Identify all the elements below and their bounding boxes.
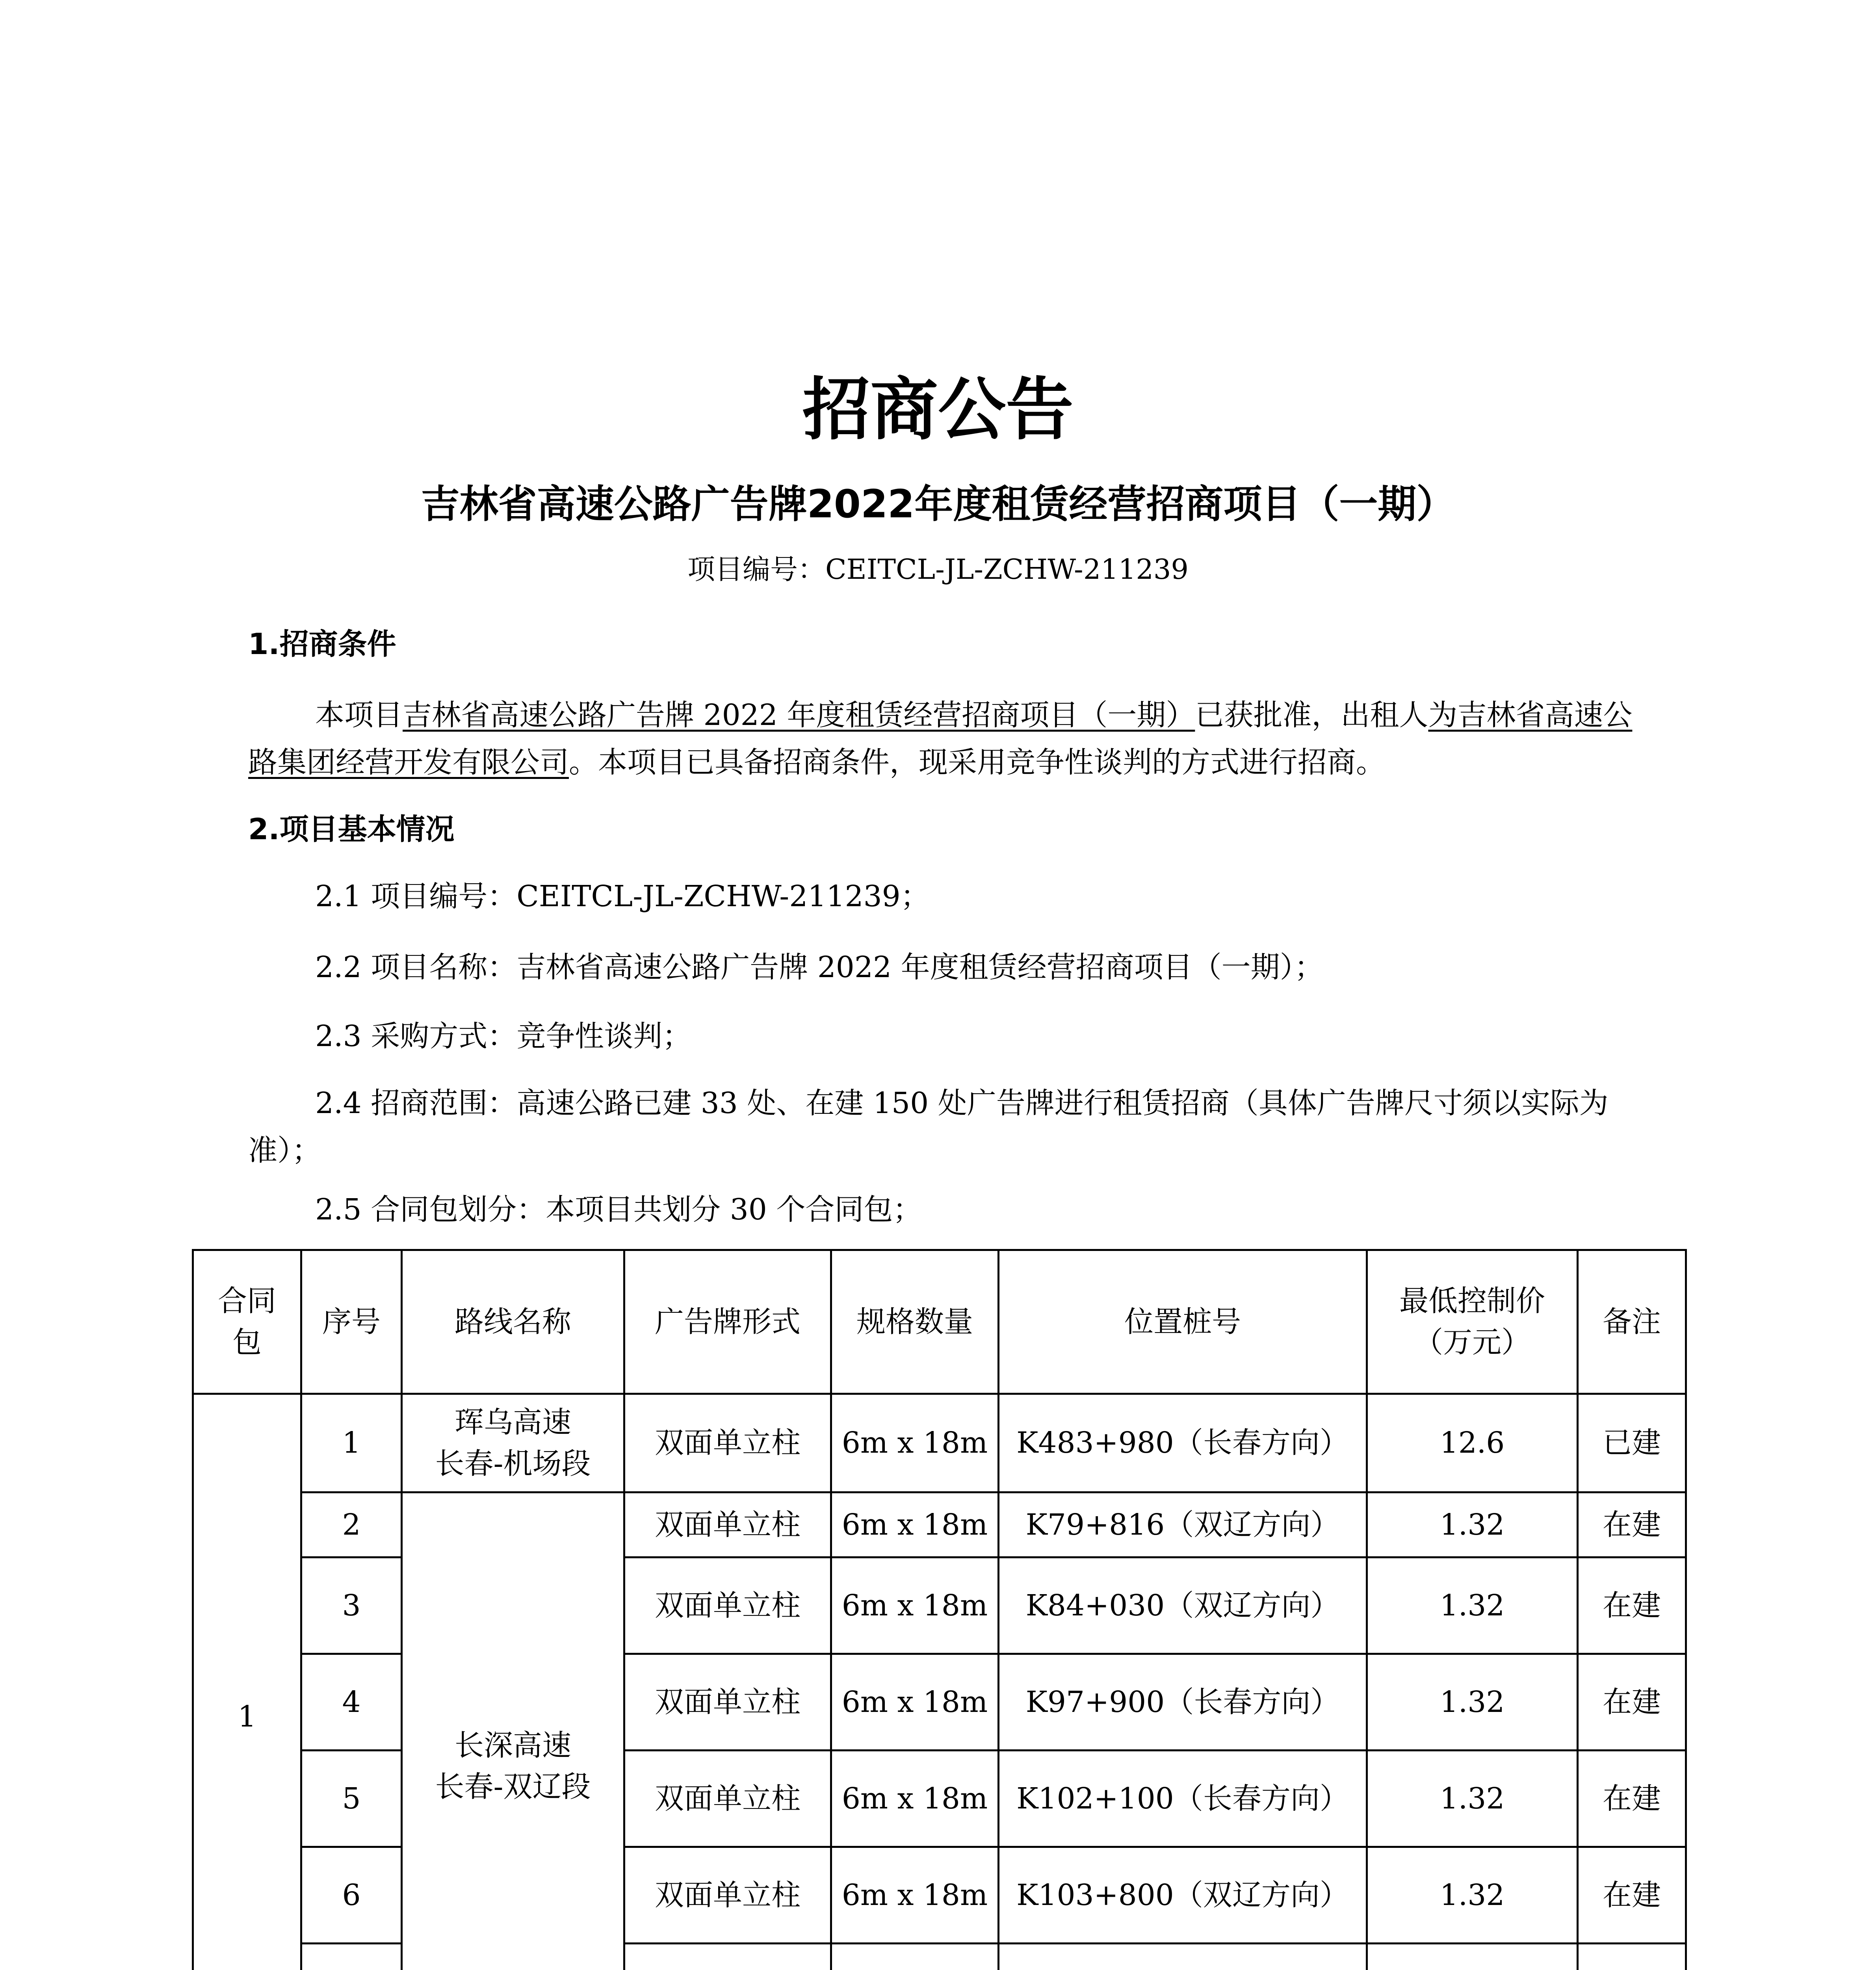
form-cell: 双面单立柱 [624,1654,831,1751]
section-1-lessor: 为吉林省高速公路集团经营开发有限公司 [248,698,1633,779]
section-2-heading: 2.项目基本情况 [248,812,455,846]
price-cell: 1.32 [1367,1654,1578,1751]
section-1-paragraph [248,691,1635,786]
location-cell [999,1944,1367,1970]
seq-cell: 1 [301,1394,402,1492]
remark-cell: 在建 [1578,1751,1686,1847]
spec-cell: 6m x 18m [831,1654,999,1751]
price-cell: 12.6 [1367,1394,1578,1492]
price-cell: 1.32 [1367,1847,1578,1944]
location-cell: K103+800（双辽方向） [999,1847,1367,1944]
form-cell: 双面单立柱 [624,1492,831,1557]
price-cell: 1.32 [1367,1557,1578,1654]
remark-cell: 在建 [1578,1492,1686,1557]
section-2-item-4: 2.4 招商范围：高速公路已建 33 处、在建 150 处广告牌进行租赁招商（具体广告牌尺寸须以实际为准）； [248,1086,1609,1167]
spec-cell: 6m x 18m [831,1557,999,1654]
location-cell: K102+100（长春方向） [999,1751,1367,1847]
route-cell: 长深高速 长春-双辽段 [402,1492,624,1970]
header-remark: 备注 [1578,1250,1686,1394]
header-spec: 规格数量 [831,1250,999,1394]
spec-cell: 6m x 18m [831,1751,999,1847]
form-cell: 双面单立柱 [624,1394,831,1492]
remark-cell: 已建 [1578,1394,1686,1492]
seq-cell: 4 [301,1654,402,1751]
table-header-row [193,1250,1686,1394]
page-title: 招商公告 [802,370,1074,449]
header-seq: 序号 [301,1250,402,1394]
spec-cell: 6m x 18m [831,1847,999,1944]
location-cell: K97+900（长春方向） [999,1654,1367,1751]
section-1-text-suffix: 。本项目已具备招商条件，现采用竞争性谈判的方式进行招商。 [569,745,1385,779]
project-number: 项目编号：CEITCL-JL-ZCHW-211239 [687,553,1189,585]
seq-cell [301,1944,402,1970]
header-location: 位置桩号 [999,1250,1367,1394]
header-price: 最低控制价 （万元） [1367,1250,1578,1394]
form-cell: 双面单立柱 [624,1751,831,1847]
seq-cell: 6 [301,1847,402,1944]
header-package: 合同 包 [193,1250,301,1394]
spec-cell: 6m x 18m [831,1492,999,1557]
location-cell: K483+980（长春方向） [999,1394,1367,1492]
header-route: 路线名称 [402,1250,624,1394]
section-1-heading: 1.招商条件 [248,627,396,661]
price-cell: 1.32 [1367,1492,1578,1557]
spec-cell [831,1944,999,1970]
seq-cell: 2 [301,1492,402,1557]
form-cell: 双面单立柱 [624,1557,831,1654]
location-cell: K79+816（双辽方向） [999,1492,1367,1557]
header-form: 广告牌形式 [624,1250,831,1394]
spec-cell: 6m x 18m [831,1394,999,1492]
price-cell [1367,1944,1578,1970]
form-cell [624,1944,831,1970]
page-subtitle: 吉林省高速公路广告牌2022年度租赁经营招商项目（一期） [421,482,1455,527]
remark-cell [1578,1944,1686,1970]
seq-cell: 3 [301,1557,402,1654]
table-row [193,1394,1686,1492]
route-cell: 珲乌高速 长春-机场段 [402,1394,624,1492]
package-cell: 1 [193,1394,301,1970]
table-row [193,1492,1686,1557]
seq-cell: 5 [301,1751,402,1847]
location-cell: K84+030（双辽方向） [999,1557,1367,1654]
remark-cell: 在建 [1578,1557,1686,1654]
section-2-item-3: 2.3 采购方式：竞争性谈判； [315,1019,692,1053]
section-2-item-1: 2.1 项目编号：CEITCL-JL-ZCHW-211239； [315,879,930,913]
section-1-text-prefix: 本项目 [315,698,403,732]
price-cell: 1.32 [1367,1751,1578,1847]
remark-cell: 在建 [1578,1847,1686,1944]
billboard-table [192,1249,1687,1970]
section-2-item-5: 2.5 合同包划分：本项目共划分 30 个合同包； [315,1193,922,1227]
section-1-project-name: 吉林省高速公路广告牌 2022 年度租赁经营招商项目（一期） [403,698,1195,732]
form-cell: 双面单立柱 [624,1847,831,1944]
section-2-item-2: 2.2 项目名称：吉林省高速公路广告牌 2022 年度租赁经营招商项目（一期）； [315,950,1324,984]
section-1-text-mid: 已获批准，出租人 [1195,698,1428,732]
remark-cell: 在建 [1578,1654,1686,1751]
